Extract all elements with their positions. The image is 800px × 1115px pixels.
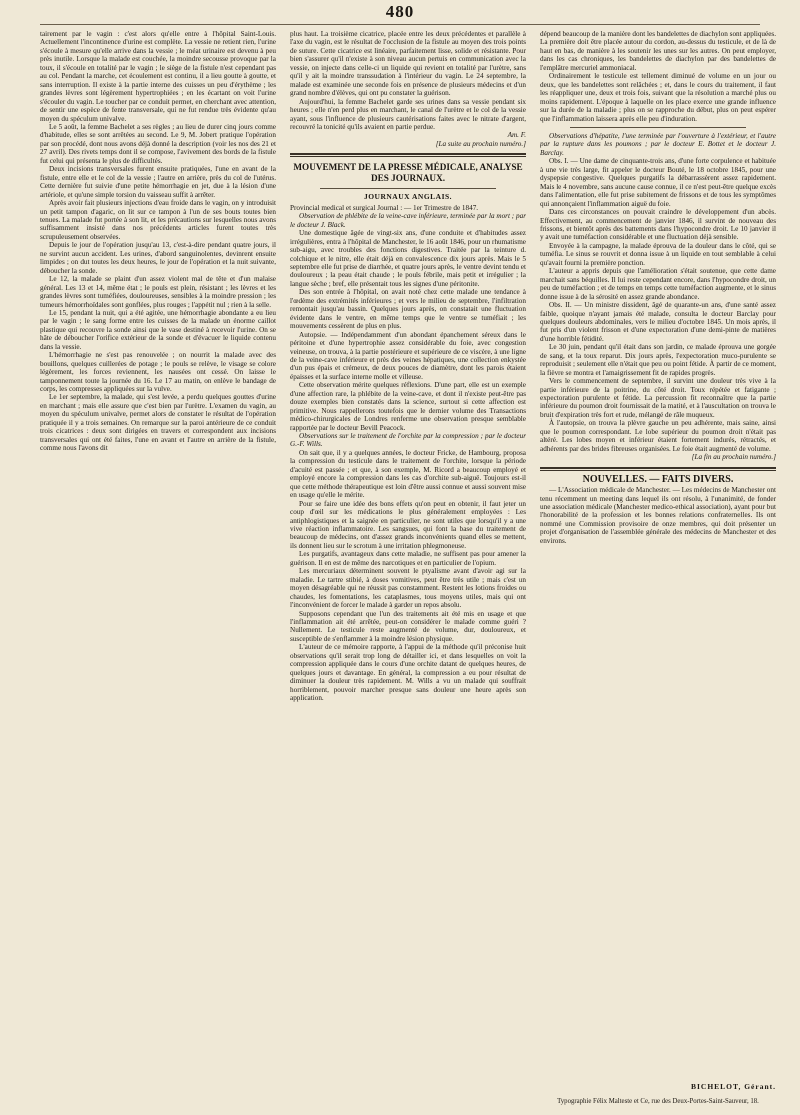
paragraph: tairement par le vagin : c'est alors qu'elle entre à l'hôpital Saint-Louis. Actuellement l'incontinence d'urine est complète. La vessie ne retient rien, l'urine s'écoule à mesure qu'elle arrive dans la vessie ; le méat urinaire est devenu à peu près inutile. Lorsque la malade est couchée, la moindre secousse provoque par la toux, il s'écoule en totalité par le vagin ; le siège de la fistule n'est cependant pas au col. Pendant la marche, cet écoulement est continu, il a lieu goutte à goutte, et sans interruption. Il existe à la partie interne des cuisses un peu d'érythème ; les grandes lèvres sont légèrement hypertrophiées ; en les écartant on voit l'urine s'écouler du vagin. Le toucher par ce conduit permet, en cherchant avec attention, de sentir une espèce de fente transversale, qui ne fut rendue très évidente qu'au moyen du spéculum univalve. [40, 30, 276, 123]
imprint-line: Typographie Félix Malteste et Ce, rue des Deux-Portes-Saint-Sauveur, 18. [557, 1098, 759, 1105]
paragraph: Obs. II. — Un ministre dissident, âgé de quarante-un ans, d'une santé assez faible, quoique n'ayant jamais été malade, consulta le docteur Barclay pour quelques douleurs abdominales, vers le milieu d'octobre 1845. Un mois après, il fut pris d'un violent frisson et d'une expectoration d'une demi-pinte de matières d'une horrible fétidité. [540, 301, 776, 343]
article-title: Observation de phlébite de la veine-cave inférieure, terminée par la mort ; par le docteur J. Black. [290, 212, 526, 229]
section-heading: MOUVEMENT DE LA PRESSE MÉDICALE, ANALYSE DES JOURNAUX. [293, 162, 523, 184]
continuation-note: [La fin au prochain numéro.] [691, 453, 776, 462]
paragraph: Le 15, pendant la nuit, qui a été agitée, une hémorrhagie abondante a eu lieu par le vagin ; le sang forme entre les cuisses de la malade un énorme caillot plastique qui recouvre la sonde ainsi que le vase destiné à recevoir l'urine. On se hâte de déboucher l'orifice extérieur de la sonde et d'évacuer le liquide contenu dans la vessie. [40, 308, 276, 351]
page-number: 480 [385, 2, 415, 21]
paragraph: Des son entrée à l'hôpital, on avait noté chez cette malade une tendance à l'œdème des extrémités inférieures ; et vers le milieu de septembre, l'infiltration remontait jusqu'au bassin. Quelques jours après, on constatait une fluctuation évidente dans le ventre, en même temps que le ventre se tuméfiait ; les mouvements cessèrent de plus en plus. [290, 288, 526, 331]
paragraph: Aujourd'hui, la femme Bachelet garde ses urines dans sa vessie pendant six heures ; elle n'en perd plus en marchant, le canal de l'urètre et le col de la vessie ayant, sous l'influence de plusieurs cautérisations faites avec le nitrate d'argent, recouvré la tonicité qu'ils avaient en partie perdue. [290, 97, 526, 131]
divider [570, 127, 746, 128]
paragraph: À l'autopsie, on trouva la plèvre gauche un peu adhérente, mais saine, ainsi que le poumon correspondant. Le lobe supérieur du poumon droit n'était pas altéré. Les lobes moyen et inférieur étaient fortement indurés, rétractés, et adhérents par des brides fibreuses organisées. Le foie était augmenté de volume. [540, 419, 776, 453]
column-left [40, 30, 276, 1090]
journal-line: Provincial medical et surgical Journal : — 1er Trimestre de 1847. [290, 203, 479, 212]
news-paragraph: — L'Association médicale de Manchester. — Les médecins de Manchester ont tenu récemment un meeting dans lequel ils ont résolu, à l'unanimité, de fonder une association médicale (Manchester medico-ethical association), ayant pour but l'honorabilité de la profession et les bonnes relations confraternelles. Ils ont nommé une Commission provisoire de onze membres, qui doit présenter un projet d'organisation de l'assemblée générale des médecins de Manchester et des environs. [540, 486, 776, 545]
paragraph: Supposons cependant que l'un des traitements ait été mis en usage et que l'inflammation ait été arrêtée, peut-on considérer le malade comme guéri ? Nullement. Le testicule reste augmenté de volume, dur, douloureux, et susceptible de s'enflammer à la moindre lésion physique. [290, 609, 526, 643]
paragraph: On sait que, il y a quelques années, le docteur Fricke, de Hambourg, proposa la compression du testicule dans le traitement de l'orchite, lorsque la période d'acuité est passée ; et que, à son exemple, M. Ricord a beaucoup employé et employé encore la compression dans les cas d'orchite sub-aiguë. Toujours est-il que cette méthode thérapeutique est loin d'être aussi connue et aussi souvent mise en usage qu'elle le mérite. [290, 448, 526, 500]
paragraph: L'auteur a appris depuis que l'amélioration s'était soutenue, que cette dame marchait sans béquilles. Il lui reste cependant encore, dans l'hypocondre droit, un peu de tuméfaction ; et de temps en temps cette tuméfaction augmente, et le sinus donne issue à de la sérosité en assez grande abondance. [540, 267, 776, 301]
paragraph: Vers le commencement de septembre, il survint une douleur très vive à la partie inférieure de la poitrine, du côté droit. Toux répétée et fatigante ; expectoration purulente et fétide. La percussion fit reconnaître que la partie inférieure du poumon droit fournissait de la matité, et à l'auscultation on trouva le bruit d'expiration très fort et rude, mélangé de râle muqueux. [540, 377, 776, 419]
paragraph: Pour se faire une idée des bons effets qu'on peut en obtenir, il faut jeter un coup d'œil sur les médications le plus généralement employées : Les antiphlogistiques et la saignée en particulier, ne sont utiles que lorsqu'il y a une vive réaction inflammatoire. Les sangsues, qui font la base du traitement de beaucoup de médecins, ont d'assez grands inconvénients quand elles se mettent, ils donnent lieu sur le scrotum à une irritation phlegmoneuse. [290, 499, 526, 550]
paragraph: Une domestique âgée de vingt-six ans, d'une conduite et d'habitudes assez irrégulières, entra à l'hôpital de Manchester, le 16 août 1846, pour un rhumatisme sub-aigu, avec troubles des fonctions digestives. Traitée par la teinture d. colchique et le nitre, elle était déjà en convalescence dix jours après. Mais le 5 septembre elle fut prise de diarrhée, et quatre jours après, le ventre devint tendu et douloureux ; la peau était chaude ; le pouls fébrile, mais petit et irrégulier ; la langue sèche ; bref, elle présentait tous les signes d'une péritonite. [290, 229, 526, 288]
divider [320, 188, 496, 189]
column-right [540, 30, 776, 1030]
author-signature: Am. F. [507, 131, 526, 140]
paragraph: Cette observation mérite quelques réflexions. D'une part, elle est un exemple d'une affection rare, la phlébite de la veine-cave, et dont il n'existe peut-être pas douze exemples bien constatés dans la science, surtout si cette affection est primitive. Nous rappellerons toutefois que le dernier volume des Transactions médico-chirurgicales de Londres renferme une observation presque semblable rapportée par le docteur Bevill Peacock. [290, 381, 526, 432]
subsection-heading: JOURNAUX ANGLAIS. [363, 192, 453, 202]
continuation-note: [La suite au prochain numéro.] [435, 139, 526, 148]
paragraph: L'auteur de ce mémoire rapporte, à l'appui de la méthode qu'il préconise huit observations qu'il serait trop long de détailler ici, et dans lesquelles on voit la compression appliquée dans le cours d'une orchite datant de quelques heures, de quelques jours et davantage. En général, la compression a eu pour résultat de diminuer la douleur très rapidement. M. Wills a vu un malade qui souffrait horriblement, pouvoir marcher presque sans douleur une heure après son application. [290, 643, 526, 703]
paragraph: dépend beaucoup de la manière dont les bandelettes de diachylon sont appliquées. La première doit être placée autour du cordon, au-dessus du testicule, et de là de haut en bas, de manière à les soutenir les unes sur les autres. On peut employer, dans les cas chroniques, les bandelettes de diachylon par des bandelettes de l'emplâtre mercuriel ammoniacal. [540, 30, 776, 72]
printer-name: BICHELOT, Gérant. [691, 1082, 776, 1091]
paragraph: Le 30 juin, pendant qu'il était dans son jardin, ce malade éprouva une gorgée de sang, et la toux reparut. Dix jours après, l'expectoration muco-purulente se reproduisit ; seulement elle n'était que peu ou point fétide. À partir de ce moment, la fièvre se montra et l'amaigrissement fit de rapides progrès. [540, 343, 776, 377]
paragraph: Envoyée à la campagne, la malade éprouva de la douleur dans le côté, qui se tuméfia. Le sinus se rouvrit et donna issue à un liquide en tout semblable à celui qu'avait fourni la première ponction. [540, 241, 776, 267]
section-divider [290, 153, 526, 157]
paragraph: Le 1er septembre, la malade, qui s'est levée, a perdu quelques gouttes d'urine en marchant ; mais elle assure que c'est bien par l'urètre. L'examen du vagin, au moyen du spéculum univalve, permet alors de constater le résultat de l'opération pratiquée il y a trois semaines. On remarque sur la paroi antérieure de ce conduit trois cicatrices : deux sont dirigées en travers et correspondent aux incisions transversales qui ont été faites, l'une en avant et l'autre en arrière de la fistule, comme nous l'avons dit [40, 393, 276, 453]
section-divider [540, 467, 776, 471]
paragraph: plus haut. La troisième cicatrice, placée entre les deux précédentes et parallèle à l'axe du vagin, est le résultat de l'occlusion de la fistule au moyen des trois points de suture. Cette cicatrice est linéaire, parfaitement lisse, solide et résistante. Pour bien s'assurer qu'il n'existe à son niveau aucun pertuis en communication avec la vessie, on injecte dans celle-ci un liquide qui revient en totalité par l'urètre, sans qu'il y ait la moindre transsudation à l'intérieur du vagin. Le 24 septembre, la malade est examinée une seconde fois en présence de plusieurs médecins et d'un grand nombre d'élèves, qui ont pu constater la guérison. [290, 30, 526, 98]
paragraph: Ordinairement le testicule est tellement diminué de volume en un jour ou deux, que les bandelettes sont relâchées ; et, dans le cours du traitement, il faut les réappliquer une, deux et trois fois, suivant que la résolution a marché plus ou moins rapidement. L'époque à laquelle on les place exerce une grande influence sur la durée de la maladie ; plus on se rapproche du début, plus on peut espérer que l'inflammation laissera après elle peu d'induration. [540, 72, 776, 123]
paragraph: Le 5 août, la femme Bachelet a ses règles ; au lieu de durer cinq jours comme d'habitude, elles se sont arrêtées au second. Le 9, M. Jobert pratique l'opération par son procédé, dont nous avons déjà donné la description (voir les nos des 21 et 27 avril). Des rivets temps dont il se compose, l'avivement des bords de la fistule fut celui qui présenta le plus de difficultés. [40, 122, 276, 165]
paragraph: Obs. I. — Une dame de cinquante-trois ans, d'une forte corpulence et habituée à une vie très large, fit appeler le docteur Bouté, le 18 octobre 1845, pour une dyspepsie congestive. Quelques purgatifs la débarrassèrent assez rapidement. Mais le 4 novembre, sans aucune cause connue, il ce n'est peut-être quelque excès dans l'alimentation, elle fut prise subitement de frissons et de tous les symptômes qui annonçaient l'inflammation aiguë du foie. [540, 157, 776, 208]
paragraph: Dans ces circonstances on pouvait craindre le développement d'un abcès. Effectivement, au commencement de janvier 1846, il survint de nouveau des frissons, et bientôt après des battements dans l'hypocondre droit. Le 10 janvier il y avait une tuméfaction considérable et une fluctuation déjà sensible. [540, 208, 776, 242]
paragraph: Deux incisions transversales furent ensuite pratiquées, l'une en avant de la fistule, entre elle et le col de la vessie ; l'autre en arrière, près du col de l'utérus. Cette dernière fut suivie d'une petite hémorrhagie en jet, due à la lésion d'une artériole, et qu'une simple torsion du vaisseau suffit à arrêter. [40, 165, 276, 199]
article-title: Observations sur le traitement de l'orchite par la compression ; par le docteur G.-F. Wills. [290, 432, 526, 449]
paragraph: Autopsie. — Indépendamment d'un abondant épanchement séreux dans le péritoine et d'une hypertrophie assez considérable du foie, avec congestion veineuse, on trouva, à la partie postérieure et supérieure de ce viscère, à une ligne de la veine-cave inférieure et près des veines hépatiques, une collection enkystée d'un pus épais et crémeux, de deux pouces de diamètre, dont les parois étaient épaisses et la surface interne molle et villeuse. [290, 330, 526, 381]
column-middle [290, 30, 526, 1090]
paragraph: Après avoir fait plusieurs injections d'eau froide dans le vagin, on y introduisit un petit tampon d'agaric, on lit sur ce tampon à l'un de ses bouts toutes bien tenues. La malade fut portée à son lit, et les précautions sur lesquelles nous avons suffisamment insisté dans nos précédents articles furent toutes très scrupuleusement observées. [40, 199, 276, 241]
paragraph: Les purgatifs, avantageux dans cette maladie, ne suffisent pas pour amener la guérison. Il en est de même des narcotiques et en particulier de l'opium. [290, 550, 526, 567]
top-rule [40, 24, 760, 25]
paragraph: Le 12, la malade se plaint d'un assez violent mal de tête et d'un malaise général. Les 13 et 14, même état ; le pouls est plein, résistant ; les lèvres et les grandes lèvres sont tuméfiées, douloureuses, sensibles à la moindre pression ; les tumeurs hémorrhoïdales sont gonflées, plus rouges ; l'appétit nul ; rien à la selle. [40, 275, 276, 309]
paragraph: Les mercuriaux déterminent souvent le ptyalisme avant d'avoir agi sur la maladie. Le tartre stibié, à doses vomitives, peut être très utile ; mais c'est un moyen désagréable qui ne réussit pas constamment. Restent les lotions froides ou chaudes, les fomentations, les cataplasmes, tous moyens utiles, mais qui ont l'inconvénient de forcer le malade à garder un repos absolu. [290, 567, 526, 610]
news-heading: NOUVELLES. — FAITS DIVERS. [582, 473, 734, 485]
article-title: Observations d'hépatite, l'une terminée par l'ouverture à l'extérieur, et l'autre par la rupture dans les poumons ; par le docteur E. Bottet et le docteur J. Barclay. [540, 131, 776, 157]
paragraph: L'hémorrhagie ne s'est pas renouvelée ; on nourrit la malade avec des bouillons, quelques cuillerées de potage ; le pouls se relève, le visage se colore légèrement, les forces reviennent, les nausées ont cessé. On laisse le tamponnement toute la journée du 16. Le 17 au matin, on enlève le bandage de corps, les compresses appliquées sur la vulve. [40, 351, 276, 394]
paragraph: Depuis le jour de l'opération jusqu'au 13, c'est-à-dire pendant quatre jours, il ne survint aucun accident. Les urines, d'abord sanguinolentes, devinrent ensuite limpides ; on dut toutes les deux heures, le jour de l'opération et la nuit suivante, déboucher la sonde. [40, 241, 276, 275]
